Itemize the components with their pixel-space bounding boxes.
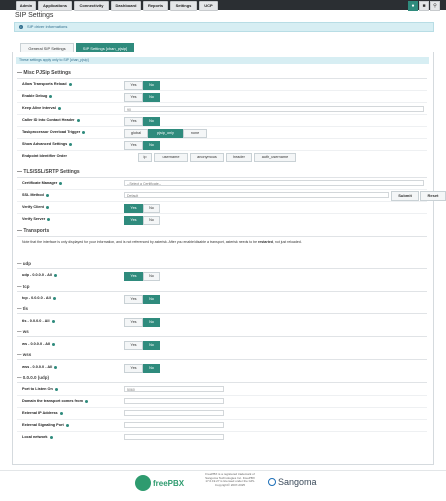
endpoint-header[interactable]: header — [226, 153, 252, 162]
help-icon[interactable] — [60, 412, 63, 415]
row-divider — [17, 213, 427, 214]
section-tls-title: — TLS/SSL/SRTP Settings — [17, 169, 80, 175]
help-icon[interactable] — [58, 107, 61, 110]
nav-dashboard[interactable]: Dashboard — [111, 1, 141, 11]
port-input[interactable]: 5060 — [124, 386, 224, 392]
wss-yes[interactable]: Yes — [124, 364, 143, 373]
external-port-input[interactable] — [124, 422, 224, 428]
help-icon[interactable] — [85, 400, 88, 403]
verify-server-yes[interactable]: Yes — [124, 216, 143, 225]
callerid-no[interactable]: No — [143, 117, 160, 126]
verify-server-no[interactable]: No — [143, 216, 160, 225]
section-divider — [17, 177, 427, 178]
help-icon[interactable] — [52, 320, 55, 323]
label-tls-transport — [22, 319, 55, 323]
label-wss-transport — [22, 365, 57, 369]
label-ssl-method — [22, 193, 49, 197]
row-divider — [17, 419, 427, 420]
endpoint-username[interactable]: username — [154, 153, 188, 162]
section-udp-bind-label: 0.0.0.0 (udp) — [22, 375, 50, 380]
tab-general-sip[interactable]: General SIP Settings — [20, 43, 74, 54]
endpoint-ip[interactable]: ip — [138, 153, 152, 162]
help-icon[interactable] — [54, 366, 57, 369]
label-verify-client — [22, 205, 49, 209]
allow-reload-no[interactable]: No — [143, 81, 160, 90]
label-port — [22, 387, 58, 391]
row-divider — [17, 395, 427, 396]
sangoma-logo-text: Sangoma — [278, 477, 317, 487]
sangoma-logo-icon — [268, 478, 276, 486]
nav-ucp[interactable]: UCP — [199, 1, 218, 11]
row-divider — [17, 90, 427, 91]
section-udp-bind-title: — 0.0.0.0 (udp) — [17, 375, 50, 380]
help-icon[interactable] — [47, 218, 50, 221]
keep-alive-input[interactable]: 90 — [124, 106, 424, 112]
task-global[interactable]: global — [124, 129, 148, 138]
label-text: Certificate Manager — [22, 181, 58, 185]
debug-no[interactable]: No — [143, 93, 160, 102]
label-text: Verify Server — [22, 217, 46, 221]
apply-note: These settings apply only to SIP [chan_pjsip] — [16, 57, 429, 64]
nav-applications[interactable]: Applications — [38, 1, 72, 11]
help-icon[interactable] — [69, 83, 72, 86]
nav-settings[interactable]: Settings — [170, 1, 197, 11]
help-icon[interactable] — [82, 131, 85, 134]
label-show-advanced — [22, 142, 72, 146]
debug-yes[interactable]: Yes — [124, 93, 143, 102]
nav-connectivity[interactable]: Connectivity — [74, 1, 109, 11]
tls-no[interactable]: No — [143, 318, 160, 327]
row-divider — [17, 138, 427, 139]
section-divider — [17, 78, 427, 79]
label-text: tcp - 0.0.0.0 - All — [22, 296, 51, 300]
freepbx-logo-icon — [135, 475, 151, 491]
help-icon[interactable] — [54, 274, 57, 277]
help-icon[interactable] — [49, 95, 52, 98]
transports-note — [22, 240, 302, 244]
label-text: Keep Alive Interval — [22, 106, 56, 110]
label-text: Enable Debug — [22, 94, 48, 98]
section-divider — [17, 291, 427, 292]
row-divider — [17, 102, 427, 103]
section-ws-title: — ws — [17, 329, 29, 334]
section-wss-label: wss — [22, 352, 32, 357]
label-text: Verify Client — [22, 205, 44, 209]
section-misc-label: Misc PJSip Settings — [23, 70, 71, 76]
section-divider — [17, 313, 427, 314]
label-allow-transports-reload — [22, 82, 72, 86]
section-tcp-label: tcp — [22, 284, 30, 289]
task-pjsip-only[interactable]: pjsip_only — [148, 129, 183, 138]
label-text: tls - 0.0.0.0 - All — [22, 319, 50, 323]
label-text: SSL Method — [22, 193, 44, 197]
ssl-method-select[interactable]: Default — [124, 192, 389, 198]
label-local-network — [22, 435, 53, 439]
label-enable-debug — [22, 94, 52, 98]
section-divider — [17, 236, 427, 237]
udp-yes[interactable]: Yes — [124, 272, 143, 281]
label-text: External Signaling Port — [22, 423, 64, 427]
freepbx-logo-text: freePBX — [153, 479, 185, 488]
verify-client-no[interactable]: No — [143, 204, 160, 213]
label-tcp-transport — [22, 296, 56, 300]
tab-sip-chan-pjsip[interactable]: SIP Settings [chan_pjsip] — [76, 43, 134, 54]
label-udp-transport — [22, 273, 57, 277]
section-wss-title: — wss — [17, 352, 32, 357]
help-icon[interactable] — [52, 343, 55, 346]
wss-no[interactable]: No — [143, 364, 160, 373]
cert-manager-select[interactable]: --Select a Certificate-- — [124, 180, 424, 186]
label-text: Taskprocessor Overload Trigger — [22, 130, 81, 134]
domain-input[interactable] — [124, 398, 224, 404]
help-icon[interactable] — [53, 297, 56, 300]
help-icon[interactable] — [77, 119, 80, 122]
user-icon[interactable]: ● — [408, 1, 418, 11]
label-cert-manager — [22, 181, 62, 185]
tls-yes[interactable]: Yes — [124, 318, 143, 327]
section-tcp-title: — tcp — [17, 284, 30, 289]
endpoint-auth-username[interactable]: auth_username — [254, 153, 296, 162]
row-divider — [17, 431, 427, 432]
label-text: Endpoint Identifier Order — [22, 154, 67, 158]
info-alert-text: SIP driver informations — [27, 24, 68, 29]
label-text: Allow Transports Reload — [22, 82, 67, 86]
label-taskprocessor — [22, 130, 85, 134]
reset-button[interactable]: Reset — [420, 191, 446, 201]
section-divider — [17, 336, 427, 337]
label-text: Port to Listen On — [22, 387, 53, 391]
label-domain — [22, 399, 88, 403]
help-icon[interactable] — [46, 206, 49, 209]
section-transports-title: — Transports — [17, 228, 50, 234]
info-icon: i — [20, 24, 22, 29]
tcp-no[interactable]: No — [143, 295, 160, 304]
label-external-ip — [22, 411, 63, 415]
note-text-end: , not just reloaded. — [272, 240, 302, 244]
help-icon[interactable] — [46, 194, 49, 197]
label-verify-server — [22, 217, 50, 221]
label-ws-transport — [22, 342, 55, 346]
label-external-port — [22, 423, 69, 427]
label-caller-id-contact — [22, 118, 80, 122]
help-icon[interactable] — [50, 436, 53, 439]
lock-icon[interactable]: ■ — [419, 1, 429, 11]
row-divider — [17, 189, 427, 190]
label-text: Local network — [22, 435, 48, 439]
section-tls-sub-title: — tls — [17, 306, 29, 311]
label-text: Caller ID into Contact Header — [22, 118, 75, 122]
help-icon[interactable] — [59, 182, 62, 185]
allow-reload-yes[interactable]: Yes — [124, 81, 143, 90]
label-text: ws - 0.0.0.0 - All — [22, 342, 51, 346]
section-udp-title: — udp — [17, 261, 32, 266]
help-icon[interactable] — [69, 143, 72, 146]
endpoint-anonymous[interactable]: anonymous — [190, 153, 224, 162]
search-icon[interactable]: ⚲ — [430, 1, 440, 11]
label-text: External IP Address — [22, 411, 58, 415]
label-text: udp - 0.0.0.0 - All — [22, 273, 53, 277]
ws-yes[interactable]: Yes — [124, 341, 143, 350]
section-misc-title: — Misc PJSip Settings — [17, 70, 71, 76]
row-divider — [17, 126, 427, 127]
note-bold: restarted — [258, 240, 273, 244]
label-text: Show Advanced Settings — [22, 142, 68, 146]
verify-client-yes[interactable]: Yes — [124, 204, 143, 213]
label-keep-alive — [22, 106, 61, 110]
external-ip-input[interactable] — [124, 410, 224, 416]
row-divider — [17, 407, 427, 408]
submit-button[interactable]: Submit — [391, 191, 419, 201]
section-udp-label: udp — [22, 261, 32, 266]
info-alert — [14, 22, 434, 32]
label-text: wss - 0.0.0.0 - All — [22, 365, 53, 369]
tcp-yes[interactable]: Yes — [124, 295, 143, 304]
row-divider — [17, 114, 427, 115]
label-endpoint-order — [22, 154, 67, 158]
local-network-input[interactable] — [124, 434, 224, 440]
nav-reports[interactable]: Reports — [143, 1, 168, 11]
task-none[interactable]: none — [183, 129, 207, 138]
advanced-yes[interactable]: Yes — [124, 141, 143, 150]
ws-no[interactable]: No — [143, 341, 160, 350]
help-icon[interactable] — [55, 388, 58, 391]
page-title: SIP Settings — [15, 12, 54, 19]
row-divider — [17, 150, 427, 151]
section-divider — [17, 359, 427, 360]
section-tls-label: TLS/SSL/SRTP Settings — [23, 169, 80, 175]
help-icon[interactable] — [66, 424, 69, 427]
row-divider — [17, 201, 427, 202]
udp-no[interactable]: No — [143, 272, 160, 281]
footer-copyright: FreePBX is a registered trademark of Sangoma Technologies Inc. FreePBX 17.0.19.27 is licensed under the GPL Copyright© 2007-2025 — [205, 472, 255, 487]
nav-admin[interactable]: Admin — [16, 1, 36, 11]
section-divider — [17, 382, 427, 383]
note-text: Note that the interface is only displayed for your information, and is not referenced by asterisk. After you enable/disable a transport, asterisk needs to be — [22, 240, 258, 244]
label-text: Domain the transport comes from — [22, 399, 83, 403]
section-divider — [17, 268, 427, 269]
section-tls-sub-label: tls — [22, 306, 29, 311]
section-transports-label: Transports — [23, 228, 50, 234]
section-ws-label: ws — [22, 329, 29, 334]
callerid-yes[interactable]: Yes — [124, 117, 143, 126]
advanced-no[interactable]: No — [143, 141, 160, 150]
